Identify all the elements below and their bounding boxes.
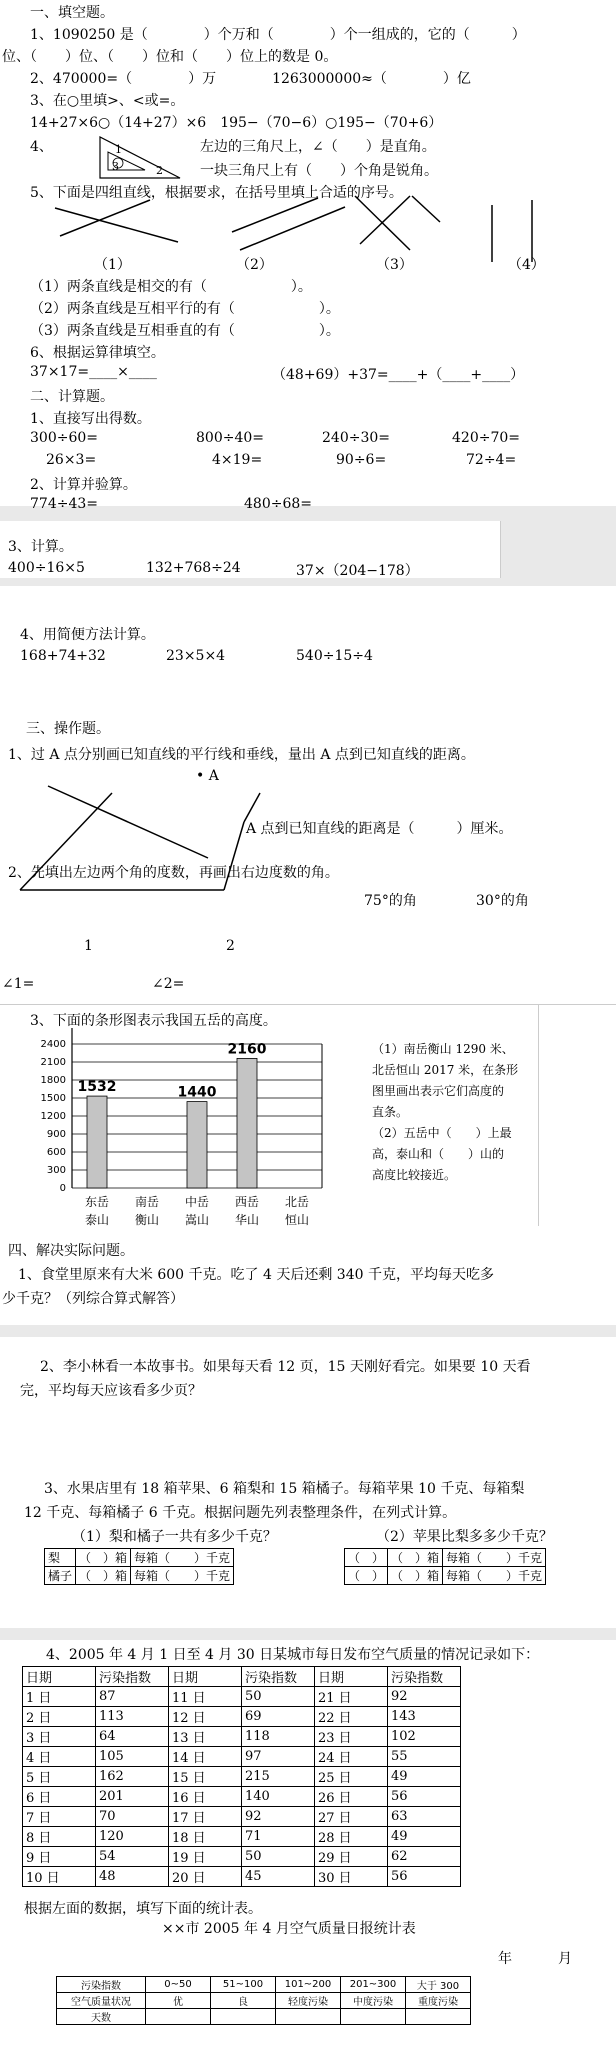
ops-q2: 2、先填出左边两个角的度数，再画出右边度数的角。 — [8, 865, 339, 881]
bar — [187, 1102, 207, 1188]
table-cell: 日期 — [315, 1667, 388, 1687]
table-row — [23, 1787, 461, 1807]
y-tick-label: 600 — [46, 1147, 66, 1158]
table-cell: 30 日 — [315, 1867, 388, 1887]
table-cell — [211, 2009, 276, 2025]
category-label-top: 南岳 — [134, 1195, 160, 1209]
bar-value-label: 1532 — [77, 1079, 117, 1096]
s4-item-0: 168+74+32 — [20, 648, 106, 664]
q3-line: 3、在○里填>、<或=。 — [30, 93, 185, 109]
table-cell: 每箱（ ）千克 — [131, 1567, 234, 1585]
table-cell: 污染指数 — [57, 1977, 146, 1993]
table-cell: 102 — [388, 1727, 461, 1747]
table-cell: 28 日 — [315, 1827, 388, 1847]
chart-question: 3、下面的条形图表示我国五岳的高度。 — [30, 1013, 277, 1029]
section-title-fill: 一、填空题。 — [30, 5, 114, 21]
table-cell: 5 日 — [23, 1767, 96, 1787]
table-cell: 9 日 — [23, 1847, 96, 1867]
calc-r1-0: 300÷60= — [30, 430, 98, 446]
table-cell: （ ）箱 — [76, 1567, 131, 1585]
table-cell: 每箱（ ）千克 — [131, 1549, 234, 1567]
table-cell: 92 — [242, 1807, 315, 1827]
table-cell: 201 — [96, 1787, 169, 1807]
chart-desc-line: 图里画出表示它们高度的 — [372, 1084, 505, 1098]
table-cell: 空气质量状况 — [57, 1993, 146, 2009]
table-cell: 101~200 — [276, 1977, 341, 1993]
p3-line1: 3、水果店里有 18 箱苹果、6 箱梨和 15 箱橘子。每箱苹果 10 千克、每箱梨 — [44, 1481, 525, 1497]
table-cell: 橘子 — [45, 1567, 76, 1585]
table-cell: 45 — [242, 1867, 315, 1887]
table-cell: 15 日 — [169, 1767, 242, 1787]
table-cell: 梨 — [45, 1549, 76, 1567]
table-cell: 1 日 — [23, 1687, 96, 1707]
table-cell: 50 — [242, 1847, 315, 1867]
table-cell: 118 — [242, 1727, 315, 1747]
table-cell: （ ）箱 — [388, 1549, 443, 1567]
table-cell: 8 日 — [23, 1827, 96, 1847]
table-cell: 105 — [96, 1747, 169, 1767]
p3-sub1: （1）梨和橘子一共有多少千克？ — [72, 1529, 277, 1545]
table-cell: 6 日 — [23, 1787, 96, 1807]
table-cell: 54 — [96, 1847, 169, 1867]
angle-30: 30°的角 — [476, 893, 529, 909]
table-cell: 56 — [388, 1867, 461, 1887]
p2-line2: 完，平均每天应该看多少页？ — [20, 1383, 202, 1399]
table-cell: 56 — [388, 1787, 461, 1807]
table-cell — [406, 2009, 471, 2025]
ops-distance: A 点到已知直线的距离是（ ）厘米。 — [246, 821, 513, 837]
table-cell: 污染指数 — [96, 1667, 169, 1687]
table-cell: 29 日 — [315, 1847, 388, 1867]
y-tick-label: 2100 — [40, 1057, 66, 1068]
aq-note: 根据左面的数据，填写下面的统计表。 — [24, 1901, 262, 1917]
calc-r2-1: 4×19= — [212, 452, 263, 468]
table-cell: 污染指数 — [242, 1667, 315, 1687]
table-cell: 轻度污染 — [276, 1993, 341, 2009]
table-row — [23, 1867, 461, 1887]
calc-r1-1: 800÷40= — [196, 430, 264, 446]
table-row — [345, 1549, 546, 1567]
table-cell: 71 — [242, 1827, 315, 1847]
y-tick-label: 1500 — [40, 1093, 66, 1104]
aq-intro: 4、2005 年 4 月 1 日至 4 月 30 日某城市每日发布空气质量的情况记录如下： — [46, 1647, 540, 1663]
fig-label-4: （4） — [508, 257, 545, 273]
table-cell: 每箱（ ）千克 — [443, 1549, 546, 1567]
table-row — [57, 2009, 471, 2025]
q5-sub3: （3）两条直线是互相垂直的有（ ）。 — [30, 323, 340, 339]
s4-item-1: 23×5×4 — [166, 648, 226, 664]
bar-value-label: 2160 — [227, 1041, 267, 1058]
calc-q1: 1、直接写出得数。 — [30, 411, 151, 427]
table-cell: 69 — [242, 1707, 315, 1727]
table-cell: 16 日 — [169, 1787, 242, 1807]
table-cell: 120 — [96, 1827, 169, 1847]
s3-item-1: 132+768÷24 — [146, 560, 241, 576]
p2-line1: 2、李小林看一本故事书。如果每天看 12 页，15 天刚好看完。如果要 10 天看 — [40, 1359, 531, 1375]
q5-sub2: （2）两条直线是互相平行的有（ ）。 — [30, 301, 340, 317]
y-tick-label: 900 — [46, 1129, 66, 1140]
chart-desc-line: （1）南岳衡山 1290 米、 — [372, 1042, 514, 1056]
tri-label-1: 1 — [115, 143, 122, 156]
q5-line: 5、下面是四组直线，根据要求，在括号里填上合适的序号。 — [30, 185, 403, 201]
angle-label-1: 1 — [84, 938, 93, 954]
table-cell: 污染指数 — [388, 1667, 461, 1687]
q6-expr2: （48+69）+37=____+（____+____） — [272, 367, 525, 383]
category-label-top: 北岳 — [284, 1195, 310, 1209]
table-cell: 12 日 — [169, 1707, 242, 1727]
table-cell: 92 — [388, 1687, 461, 1707]
table-cell: 日期 — [169, 1667, 242, 1687]
q1-line1: 1、1090250 是（ ）个万和（ ）个一组成的，它的（ ） — [30, 27, 526, 43]
table-row — [345, 1567, 546, 1585]
section-title-calc: 二、计算题。 — [30, 389, 114, 405]
table-row — [23, 1747, 461, 1767]
table-cell: 13 日 — [169, 1727, 242, 1747]
table-row — [45, 1549, 234, 1567]
s4-item-2: 540÷15÷4 — [296, 648, 373, 664]
fig-label-1: （1） — [94, 257, 131, 273]
category-label-top: 中岳 — [184, 1195, 210, 1209]
table-cell: 215 — [242, 1767, 315, 1787]
table-cell: 19 日 — [169, 1847, 242, 1867]
fig-label-2: （2） — [236, 257, 273, 273]
category-label-bottom: 嵩山 — [184, 1213, 210, 1227]
table-row — [23, 1847, 461, 1867]
category-label-bottom: 衡山 — [134, 1213, 160, 1227]
q3-compare: 14+27×6○（14+27）×6 195−（70−6）○195−（70+6） — [30, 115, 443, 131]
table-cell: 0~50 — [146, 1977, 211, 1993]
table-cell: 3 日 — [23, 1727, 96, 1747]
table-cell: 22 日 — [315, 1707, 388, 1727]
table-row — [57, 1977, 471, 1993]
q4-line2: 一块三角尺上有（ ）个角是锐角。 — [200, 163, 438, 179]
table-cell: （ ）箱 — [76, 1549, 131, 1567]
chart-desc-line: 北岳恒山 2017 米，在条形 — [372, 1063, 519, 1077]
table-cell: 26 日 — [315, 1787, 388, 1807]
calc-r2-0: 26×3= — [46, 452, 97, 468]
y-tick-label: 2400 — [40, 1039, 66, 1050]
table-cell: 143 — [388, 1707, 461, 1727]
fruit-table-1 — [44, 1548, 234, 1585]
q1-line2: 位、（ ）位、（ ）位和（ ）位上的数是 0。 — [2, 49, 338, 65]
q4-line1: 左边的三角尺上，∠（ ）是直角。 — [200, 139, 436, 155]
aq-stat-table — [56, 1976, 471, 2025]
ops-title: 三、操作题。 — [26, 721, 110, 737]
aq-month: 月 — [558, 1951, 572, 1967]
table-cell: 50 — [242, 1687, 315, 1707]
table-row — [57, 1993, 471, 2009]
problems-title: 四、解决实际问题。 — [8, 1243, 134, 1259]
table-cell: 64 — [96, 1727, 169, 1747]
chart-desc-line: 高，泰山和（ ）山的 — [372, 1147, 505, 1161]
angle-label-2: 2 — [226, 938, 235, 954]
aq-year: 年 — [498, 1951, 512, 1967]
table-row — [23, 1727, 461, 1747]
section-3-title: 3、计算。 — [8, 539, 73, 555]
table-cell: （ ）箱 — [388, 1567, 443, 1585]
table-row — [23, 1667, 461, 1687]
calc-r3-1: 480÷68= — [244, 496, 312, 512]
table-cell: 21 日 — [315, 1687, 388, 1707]
s3-item-2: 37×（204−178） — [296, 563, 419, 579]
table-cell — [276, 2009, 341, 2025]
table-cell: （ ） — [345, 1549, 388, 1567]
aq-subtitle: ××市 2005 年 4 月空气质量日报统计表 — [162, 1921, 416, 1937]
ops-q1: 1、过 A 点分别画已知直线的平行线和垂线，量出 A 点到已知直线的距离。 — [8, 747, 475, 763]
section-4-title: 4、用简便方法计算。 — [20, 627, 155, 643]
table-cell: 55 — [388, 1747, 461, 1767]
bar-value-label: 1440 — [177, 1084, 217, 1101]
chart-desc-line: （2）五岳中（ ）上最 — [372, 1126, 512, 1140]
tri-label-2: 2 — [156, 164, 163, 177]
table-cell: 4 日 — [23, 1747, 96, 1767]
calc-r1-2: 240÷30= — [322, 430, 390, 446]
table-cell — [341, 2009, 406, 2025]
table-cell: 大于 300 — [406, 1977, 471, 1993]
calc-r2-3: 72÷4= — [466, 452, 517, 468]
table-cell: 48 — [96, 1867, 169, 1887]
table-row — [23, 1827, 461, 1847]
table-cell: 97 — [242, 1747, 315, 1767]
category-label-top: 东岳 — [84, 1195, 110, 1209]
s3-item-0: 400÷16×5 — [8, 560, 85, 576]
angle-answer-1: ∠1= — [2, 976, 35, 992]
table-cell: 162 — [96, 1767, 169, 1787]
table-cell: 25 日 — [315, 1767, 388, 1787]
table-cell: 24 日 — [315, 1747, 388, 1767]
p1-line2: 少千克？（列综合算式解答） — [2, 1291, 184, 1307]
table-cell: 每箱（ ）千克 — [443, 1567, 546, 1585]
y-tick-label: 300 — [46, 1165, 66, 1176]
table-cell: 天数 — [57, 2009, 146, 2025]
chart-desc-line: 直条。 — [372, 1105, 409, 1119]
table-row — [23, 1767, 461, 1787]
chart-desc-line: 高度比较接近。 — [372, 1168, 457, 1182]
table-row — [23, 1707, 461, 1727]
aq-record-table — [22, 1666, 461, 1887]
p3-line2: 12 千克、每箱橘子 6 千克。根据问题先列表整理条件，在列式计算。 — [24, 1505, 457, 1521]
angle-answer-2: ∠2= — [152, 976, 185, 992]
p1-line1: 1、食堂里原来有大米 600 千克。吃了 4 天后还剩 340 千克，平均每天吃多 — [18, 1267, 494, 1283]
table-cell: 10 日 — [23, 1867, 96, 1887]
table-cell: 2 日 — [23, 1707, 96, 1727]
table-cell: 113 — [96, 1707, 169, 1727]
table-cell: 中度污染 — [341, 1993, 406, 2009]
calc-r3-0: 774÷43= — [30, 496, 98, 512]
table-cell: 日期 — [23, 1667, 96, 1687]
calc-r1-3: 420÷70= — [452, 430, 520, 446]
tri-label-3: 3 — [112, 160, 119, 173]
bar — [237, 1058, 257, 1188]
fruit-table-2 — [344, 1548, 546, 1585]
table-cell — [146, 2009, 211, 2025]
table-cell: 49 — [388, 1767, 461, 1787]
table-row — [45, 1567, 234, 1585]
table-cell: 201~300 — [341, 1977, 406, 1993]
q5-sub1: （1）两条直线是相交的有（ ）。 — [30, 279, 312, 295]
table-cell: 20 日 — [169, 1867, 242, 1887]
fig-label-3: （3） — [376, 257, 413, 273]
table-cell: 优 — [146, 1993, 211, 2009]
table-cell: 23 日 — [315, 1727, 388, 1747]
bar — [87, 1096, 107, 1188]
table-cell: 14 日 — [169, 1747, 242, 1767]
angle-75: 75°的角 — [364, 893, 417, 909]
category-label-top: 西岳 — [234, 1195, 260, 1209]
table-cell: 18 日 — [169, 1827, 242, 1847]
table-cell: 49 — [388, 1827, 461, 1847]
category-label-bottom: 泰山 — [84, 1213, 110, 1227]
q6-expr1: 37×17=____×____ — [30, 364, 157, 380]
table-row — [23, 1807, 461, 1827]
table-cell: （ ） — [345, 1567, 388, 1585]
y-tick-label: 0 — [59, 1183, 66, 1194]
category-label-bottom: 华山 — [234, 1213, 260, 1227]
table-cell: 140 — [242, 1787, 315, 1807]
table-cell: 17 日 — [169, 1807, 242, 1827]
table-cell: 11 日 — [169, 1687, 242, 1707]
calc-r2-2: 90÷6= — [336, 452, 387, 468]
table-cell: 63 — [388, 1807, 461, 1827]
y-tick-label: 1800 — [40, 1075, 66, 1086]
q4-label: 4、 — [30, 139, 53, 155]
table-cell: 7 日 — [23, 1807, 96, 1827]
table-cell: 51~100 — [211, 1977, 276, 1993]
p3-sub2: （2）苹果比梨多多少千克？ — [376, 1529, 553, 1545]
table-cell: 62 — [388, 1847, 461, 1867]
table-cell: 良 — [211, 1993, 276, 2009]
q6-line: 6、根据运算律填空。 — [30, 345, 165, 361]
y-tick-label: 1200 — [40, 1111, 66, 1122]
table-cell: 27 日 — [315, 1807, 388, 1827]
table-cell: 重度污染 — [406, 1993, 471, 2009]
table-cell: 70 — [96, 1807, 169, 1827]
q2-line: 2、470000=（ ）万 1263000000≈（ ）亿 — [30, 71, 471, 87]
calc-q2: 2、计算并验算。 — [30, 477, 137, 493]
category-label-bottom: 恒山 — [284, 1213, 310, 1227]
point-a: • A — [196, 768, 219, 784]
table-cell: 87 — [96, 1687, 169, 1707]
table-row — [23, 1687, 461, 1707]
